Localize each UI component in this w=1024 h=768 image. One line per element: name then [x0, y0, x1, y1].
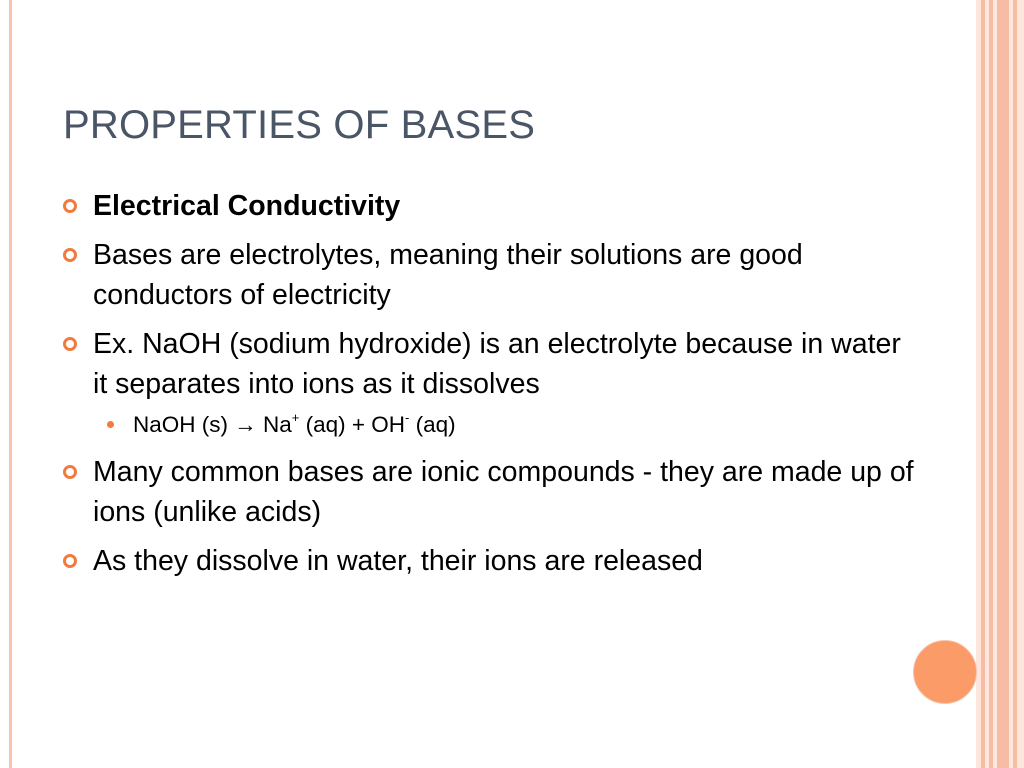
- equation-part: NaOH (s) → Na: [133, 411, 292, 437]
- list-item-text: Electrical Conductivity: [93, 190, 401, 222]
- right-frame-stripe: [1013, 0, 1017, 768]
- right-frame-stripe: [981, 0, 985, 768]
- list-item: [63, 324, 923, 405]
- list-item: [63, 235, 923, 316]
- list-item-text: Many common bases are ionic compounds - they are made up of ions (unlike acids): [93, 455, 914, 528]
- list-item-text: Ex. NaOH (sodium hydroxide) is an electrolyte because in water it separates into ions as it dissolves: [93, 327, 901, 400]
- circle-bullet-icon: [63, 465, 77, 479]
- list-item-text: Bases are electrolytes, meaning their solutions are good conductors of electricity: [93, 238, 803, 311]
- list-item: [63, 452, 923, 533]
- equation-superscript: +: [291, 409, 300, 425]
- left-frame-line: [9, 0, 12, 768]
- right-frame-stripe: [997, 0, 1009, 768]
- sub-list-item: [63, 409, 923, 444]
- circle-bullet-icon: [63, 248, 77, 262]
- circle-bullet-icon: [63, 337, 77, 351]
- bullet-list: [63, 186, 923, 589]
- decorative-circle: [913, 640, 977, 704]
- circle-bullet-icon: [63, 554, 77, 568]
- slide-title: PROPERTIES OF BASES: [63, 103, 536, 147]
- circle-bullet-icon: [63, 199, 77, 213]
- equation-part: (aq) + OH: [299, 411, 406, 437]
- list-item: [63, 541, 923, 582]
- list-item: [63, 186, 923, 227]
- dot-bullet-icon: [107, 421, 114, 428]
- right-frame-stripe: [989, 0, 993, 768]
- equation-superscript: -: [405, 409, 410, 425]
- list-item-text: As they dissolve in water, their ions are released: [93, 544, 703, 577]
- equation-part: (aq): [409, 411, 456, 437]
